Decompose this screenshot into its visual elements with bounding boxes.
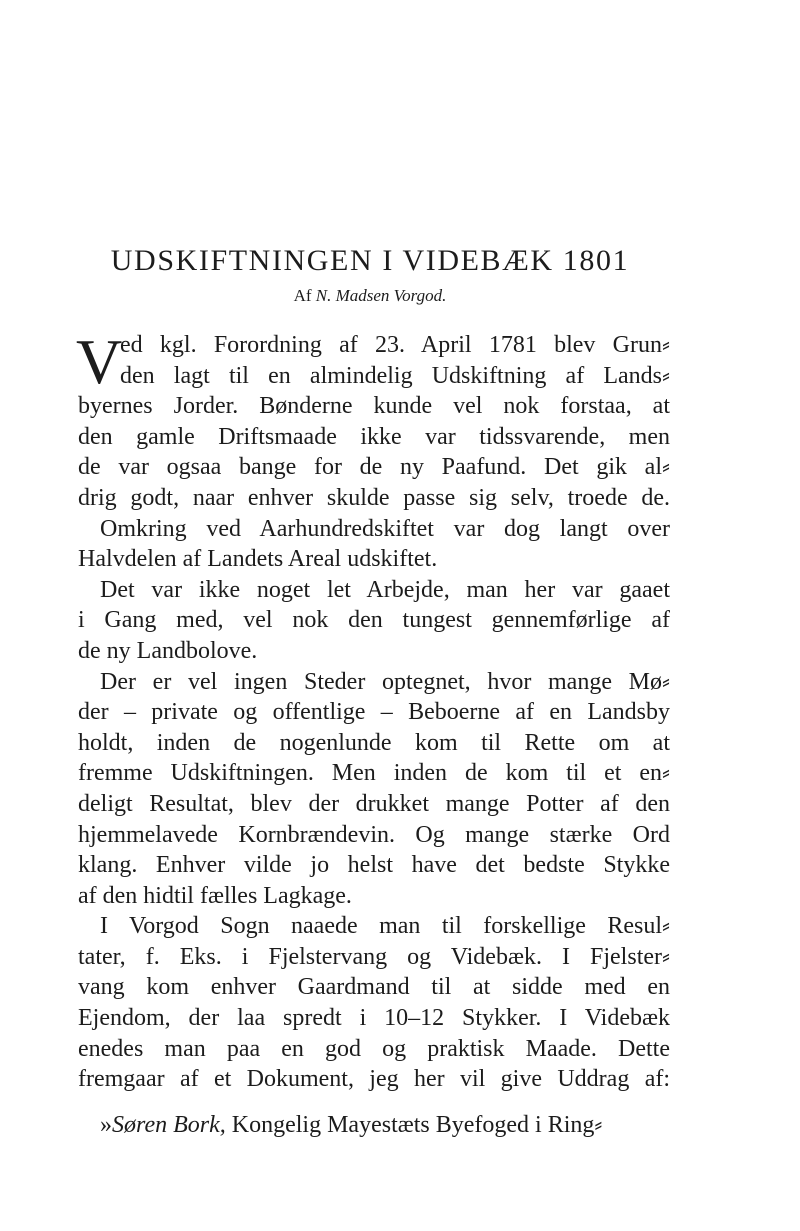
text-line: Halvdelen af Landets Areal udskiftet.: [78, 546, 438, 573]
text-line: holdt, inden de nogenlunde kom til Rette om at: [78, 729, 670, 756]
text-line: af den hidtil fælles Lagkage.: [78, 882, 352, 909]
text-line: den gamle Driftsmaade ikke var tidssvarende, men: [78, 423, 670, 450]
text-line: fremgaar af et Dokument, jeg her vil give Uddrag af:: [78, 1066, 670, 1093]
text-line: de var ogsaa bange for de ny Paafund. Det gik al⸗: [78, 454, 670, 481]
text-line: Ejendom, der laa spredt i 10–12 Stykker. I Videbæk: [78, 1005, 670, 1032]
text-line: i Gang med, vel nok den tungest gennemførlige af: [78, 607, 670, 634]
text-line: den lagt til en almindelig Udskiftning af Lands⸗: [120, 362, 670, 389]
text-line: Det var ikke noget let Arbejde, man her var gaaet: [100, 576, 670, 603]
text-line: Omkring ved Aarhundredskiftet var dog langt over: [100, 515, 670, 542]
text-line: Der er vel ingen Steder optegnet, hvor mange Mø⸗: [100, 668, 670, 695]
quote-mark: »: [100, 1112, 112, 1138]
text-line: deligt Resultat, blev der drukket mange Potter af den: [78, 790, 670, 817]
article-body: [76, 326, 670, 1095]
text-line: tater, f. Eks. i Fjelstervang og Videbæk. I Fjelster⸗: [78, 943, 670, 970]
byline-author: N. Madsen Vorgod.: [315, 286, 447, 305]
text-line: I Vorgod Sogn naaede man til forskellige Resul⸗: [100, 913, 670, 940]
text-line: der – private og offentlige – Beboerne af en Landsby: [78, 699, 670, 726]
article-title: UDSKIFTNINGEN I VIDEBÆK 1801: [110, 244, 630, 277]
text-line: klang. Enhver vilde jo helst have det bedste Stykke: [78, 852, 670, 879]
text-line: vang kom enhver Gaardmand til at sidde med en: [78, 974, 670, 1001]
text-line: byernes Jorder. Bønderne kunde vel nok forstaa, at: [78, 393, 670, 420]
text-line: enedes man paa en god og praktisk Maade. Dette: [78, 1035, 670, 1062]
byline-prefix: Af: [293, 286, 312, 305]
quote-name: Søren Bork,: [112, 1112, 226, 1138]
byline: [80, 286, 660, 306]
text-line: fremme Udskiftningen. Men inden de kom til et en⸗: [78, 760, 670, 787]
quoted-document-opening: [100, 1110, 680, 1140]
text-line: de ny Landbolove.: [78, 637, 258, 664]
text-line: drig godt, naar enhver skulde passe sig selv, troede de.: [78, 484, 670, 511]
quote-text: Kongelig Mayestæts Byefoged i Ring⸗: [225, 1112, 603, 1138]
drop-cap: V: [76, 326, 123, 397]
text-line: ed kgl. Forordning af 23. April 1781 blev Grun⸗: [120, 332, 670, 358]
text-line: hjemmelavede Kornbrændevin. Og mange stærke Ord: [78, 821, 670, 848]
